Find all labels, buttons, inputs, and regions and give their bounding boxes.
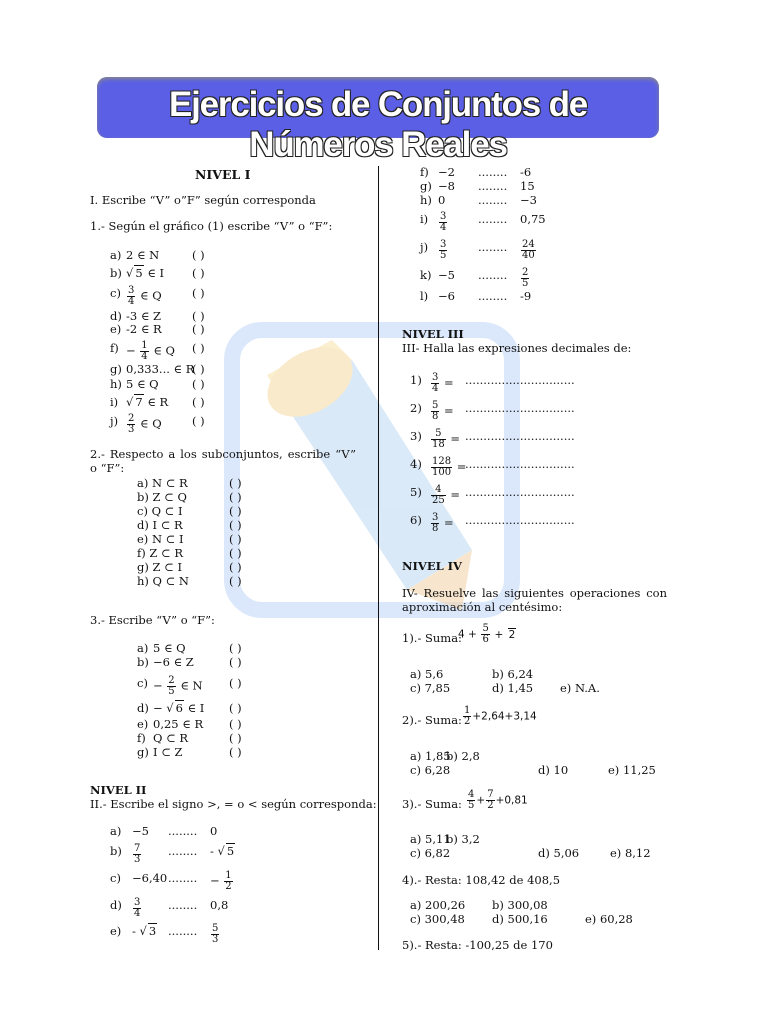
nivel2-intro: II.- Escribe el signo >, = o < según corresponda: bbox=[90, 797, 377, 811]
option: b) 3,2 bbox=[446, 832, 480, 846]
nivel3-item-label: 2) bbox=[410, 401, 422, 415]
column-divider bbox=[378, 166, 379, 950]
option: a) 5,11 bbox=[410, 832, 451, 846]
nivel2-right-value: 15 bbox=[520, 179, 535, 193]
nivel3-dots: .............................. bbox=[465, 513, 575, 527]
q3-item-expression: −6 ∈ Z bbox=[153, 655, 194, 669]
q3-item-expression: I ⊂ Z bbox=[153, 745, 183, 759]
p5-label: 5).- Resta: -100,25 de 170 bbox=[402, 938, 553, 952]
nivel4-intro: IV- Resuelve las siguientes operaciones con aproximación al centésimo: bbox=[402, 586, 667, 614]
nivel2-item-label: g) bbox=[420, 179, 432, 193]
q3-item-label: d) bbox=[137, 701, 149, 715]
nivel2-left-value: 0 bbox=[438, 193, 446, 207]
p1-label: 1).- Suma: bbox=[402, 631, 462, 645]
nivel2-item-label: c) bbox=[110, 871, 121, 885]
q1-answer-blank: ( ) bbox=[192, 266, 205, 280]
q1-answer-blank: ( ) bbox=[192, 309, 205, 323]
option: d) 1,45 bbox=[492, 681, 534, 695]
q3-answer-blank: ( ) bbox=[229, 745, 242, 759]
nivel2-right-value: − $\frac{1}{2}$ bbox=[210, 870, 232, 892]
q3-item-label: b) bbox=[137, 655, 149, 669]
option: b) 6,24 bbox=[492, 667, 534, 681]
q2-answer-blank: ( ) bbox=[229, 476, 242, 490]
q1-item-expression: 2 ∈ N bbox=[126, 248, 160, 262]
nivel2-dots: ........ bbox=[478, 289, 508, 303]
q1-item-label: g) bbox=[110, 362, 122, 376]
nivel2-dots: ........ bbox=[168, 871, 198, 885]
nivel2-item-label: a) bbox=[110, 824, 122, 838]
q3-answer-blank: ( ) bbox=[229, 676, 242, 690]
nivel2-right-value: -9 bbox=[520, 289, 532, 303]
q1-answer-blank: ( ) bbox=[192, 248, 205, 262]
q3-item-label: a) bbox=[137, 641, 149, 655]
q2-answer-blank: ( ) bbox=[229, 504, 242, 518]
nivel2-item-label: b) bbox=[110, 844, 122, 858]
nivel2-dots: ........ bbox=[478, 179, 508, 193]
q3-answer-blank: ( ) bbox=[229, 731, 242, 745]
q2-item-expression: f) Z ⊂ R bbox=[137, 546, 183, 560]
p2-label: 2).- Suma: bbox=[402, 713, 462, 727]
q2-item-expression: b) Z ⊂ Q bbox=[137, 490, 187, 504]
nivel3-fraction: $\frac{3}{4}$ = bbox=[432, 372, 454, 394]
nivel3-fraction: $\frac{128}{100}$ = bbox=[432, 456, 467, 478]
nivel2-left-value: −5 bbox=[438, 268, 455, 282]
q2-item-expression: c) Q ⊂ I bbox=[137, 504, 183, 518]
q1-item-expression: -2 ∈ R bbox=[126, 322, 162, 336]
option: c) 300,48 bbox=[410, 912, 465, 926]
nivel2-dots: ........ bbox=[478, 212, 508, 226]
nivel2-right-value: 0 bbox=[210, 824, 218, 838]
option: d) 500,16 bbox=[492, 912, 548, 926]
nivel2-left-value: - √ 3 bbox=[132, 924, 157, 938]
nivel2-item-label: f) bbox=[420, 165, 429, 179]
nivel4-heading: NIVEL IV bbox=[402, 559, 462, 573]
nivel2-dots: ........ bbox=[478, 165, 508, 179]
nivel3-heading: NIVEL III bbox=[402, 327, 464, 341]
q2-answer-blank: ( ) bbox=[229, 574, 242, 588]
nivel3-item-label: 3) bbox=[410, 429, 422, 443]
q2-item-expression: g) Z ⊂ I bbox=[137, 560, 182, 574]
q1-answer-blank: ( ) bbox=[192, 377, 205, 391]
q1-item-expression: $\frac{3}{4}$ ∈ Q bbox=[128, 285, 162, 307]
option: e) 11,25 bbox=[608, 763, 656, 777]
nivel3-fraction: $\frac{5}{8}$ = bbox=[432, 400, 454, 422]
q3-item-label: c) bbox=[137, 676, 148, 690]
q2-statement: 2.- Respecto a los subconjuntos, escribe “V” o “F”: bbox=[90, 447, 356, 475]
nivel3-fraction: $\frac{3}{8}$ = bbox=[432, 512, 454, 534]
q1-item-label: c) bbox=[110, 286, 121, 300]
q1-item-label: i) bbox=[110, 395, 119, 409]
q1-item-label: h) bbox=[110, 377, 122, 391]
q2-answer-blank: ( ) bbox=[229, 532, 242, 546]
q2-answer-blank: ( ) bbox=[229, 490, 242, 504]
nivel2-heading: NIVEL II bbox=[90, 783, 147, 797]
nivel3-dots: .............................. bbox=[465, 373, 575, 387]
option: a) 200,26 bbox=[410, 898, 466, 912]
q2-answer-blank: ( ) bbox=[229, 546, 242, 560]
q2-item-expression: e) N ⊂ I bbox=[137, 532, 184, 546]
option: a) 5,6 bbox=[410, 667, 444, 681]
nivel3-fraction: $\frac{4}{25}$ = bbox=[432, 484, 461, 506]
nivel2-right-value: $\frac{2}{5}$ bbox=[522, 267, 529, 289]
q2-item-expression: a) N ⊂ R bbox=[137, 476, 188, 490]
q3-item-label: e) bbox=[137, 717, 149, 731]
nivel3-dots: .............................. bbox=[465, 485, 575, 499]
q1-answer-blank: ( ) bbox=[192, 395, 205, 409]
nivel2-item-label: e) bbox=[110, 924, 122, 938]
nivel2-item-label: j) bbox=[420, 240, 429, 254]
q3-statement: 3.- Escribe “V” o “F”: bbox=[90, 613, 215, 627]
q1-item-label: b) bbox=[110, 266, 122, 280]
nivel2-left-value: $\frac{3}{4}$ bbox=[440, 211, 447, 233]
nivel2-left-value: −2 bbox=[438, 165, 455, 179]
nivel1-intro: I. Escribe “V” o”F” según corresponda bbox=[90, 193, 316, 207]
q1-answer-blank: ( ) bbox=[192, 322, 205, 336]
page-title: Ejercicios de Conjuntos de Números Reales bbox=[168, 85, 588, 164]
q2-item-expression: d) I ⊂ R bbox=[137, 518, 183, 532]
q2-item-expression: h) Q ⊂ N bbox=[137, 574, 189, 588]
q3-item-expression: 5 ∈ Q bbox=[153, 641, 186, 655]
q2-answer-blank: ( ) bbox=[229, 560, 242, 574]
nivel1-heading: NIVEL I bbox=[195, 167, 251, 182]
option: e) N.A. bbox=[560, 681, 600, 695]
nivel2-dots: ........ bbox=[478, 240, 508, 254]
q3-answer-blank: ( ) bbox=[229, 641, 242, 655]
q3-answer-blank: ( ) bbox=[229, 701, 242, 715]
nivel2-dots: ........ bbox=[168, 844, 198, 858]
q1-item-label: a) bbox=[110, 248, 122, 262]
q3-item-expression: − √ 6 ∈ I bbox=[153, 701, 205, 715]
q1-item-expression: -3 ∈ Z bbox=[126, 309, 162, 323]
q1-item-expression: 5 ∈ Q bbox=[126, 377, 159, 391]
q3-answer-blank: ( ) bbox=[229, 655, 242, 669]
nivel2-item-label: d) bbox=[110, 898, 122, 912]
nivel2-right-value: -6 bbox=[520, 165, 532, 179]
q1-answer-blank: ( ) bbox=[192, 341, 205, 355]
q3-item-expression: − $\frac{2}{5}$ ∈ N bbox=[153, 675, 203, 697]
option: c) 7,85 bbox=[410, 681, 451, 695]
nivel2-left-value: $\frac{7}{3}$ bbox=[134, 843, 141, 865]
nivel3-dots: .............................. bbox=[465, 457, 575, 471]
q1-answer-blank: ( ) bbox=[192, 414, 205, 428]
option: e) 60,28 bbox=[585, 912, 633, 926]
nivel3-dots: .............................. bbox=[465, 429, 575, 443]
option: b) 300,08 bbox=[492, 898, 548, 912]
option: b) 2,8 bbox=[446, 749, 480, 763]
title-banner bbox=[97, 77, 659, 164]
option: c) 6,82 bbox=[410, 846, 451, 860]
option: c) 6,28 bbox=[410, 763, 451, 777]
q3-item-expression: Q ⊂ R bbox=[153, 731, 189, 745]
nivel3-item-label: 4) bbox=[410, 457, 422, 471]
q1-statement: 1.- Según el gráfico (1) escribe “V” o “F”: bbox=[90, 219, 333, 233]
nivel3-item-label: 1) bbox=[410, 373, 422, 387]
option: a) 1,85 bbox=[410, 749, 451, 763]
nivel3-item-label: 6) bbox=[410, 513, 422, 527]
nivel2-dots: ........ bbox=[478, 193, 508, 207]
nivel2-left-value: $\frac{3}{4}$ bbox=[134, 897, 141, 919]
q1-item-expression: $\frac{2}{3}$ ∈ Q bbox=[128, 413, 162, 435]
nivel2-item-label: l) bbox=[420, 289, 429, 303]
nivel2-item-label: k) bbox=[420, 268, 432, 282]
q2-answer-blank: ( ) bbox=[229, 518, 242, 532]
q1-answer-blank: ( ) bbox=[192, 286, 205, 300]
q3-item-label: g) bbox=[137, 745, 149, 759]
nivel3-item-label: 5) bbox=[410, 485, 422, 499]
nivel2-dots: ........ bbox=[168, 824, 198, 838]
q1-answer-blank: ( ) bbox=[192, 362, 205, 376]
q1-item-label: d) bbox=[110, 309, 122, 323]
nivel2-right-value: $\frac{5}{3}$ bbox=[212, 923, 219, 945]
p1-expression: 4 + $\frac{5}{6}$ + 2 bbox=[458, 623, 516, 645]
nivel2-item-label: h) bbox=[420, 193, 432, 207]
nivel2-left-value: −6,40 bbox=[132, 871, 168, 885]
nivel2-right-value: −3 bbox=[520, 193, 537, 207]
q3-answer-blank: ( ) bbox=[229, 717, 242, 731]
nivel3-dots: .............................. bbox=[465, 401, 575, 415]
nivel2-left-value: −6 bbox=[438, 289, 455, 303]
q1-item-expression: − $\frac{1}{4}$ ∈ Q bbox=[126, 340, 175, 362]
p3-expression: $\frac{4}{5}$ + $\frac{7}{2}$ +0,81 bbox=[468, 789, 528, 811]
p4-label: 4).- Resta: 108,42 de 408,5 bbox=[402, 873, 561, 887]
q1-item-expression: √ 7 ∈ R bbox=[126, 395, 169, 409]
q1-item-expression: √ 5 ∈ I bbox=[126, 266, 165, 280]
q3-item-label: f) bbox=[137, 731, 146, 745]
p3-label: 3).- Suma: bbox=[402, 797, 462, 811]
nivel2-item-label: i) bbox=[420, 212, 429, 226]
nivel2-left-value: −5 bbox=[132, 824, 149, 838]
option: d) 10 bbox=[538, 763, 569, 777]
nivel2-left-value: $\frac{3}{5}$ bbox=[440, 239, 447, 261]
nivel2-right-value: $\frac{24}{40}$ bbox=[522, 239, 535, 261]
option: d) 5,06 bbox=[538, 846, 580, 860]
q1-item-label: e) bbox=[110, 322, 122, 336]
q1-item-expression: 0,333... ∈ R bbox=[126, 362, 195, 376]
nivel2-left-value: −8 bbox=[438, 179, 455, 193]
nivel3-intro: III- Halla las expresiones decimales de: bbox=[402, 341, 632, 355]
q3-item-expression: 0,25 ∈ R bbox=[153, 717, 204, 731]
nivel2-right-value: 0,75 bbox=[520, 212, 546, 226]
nivel2-dots: ........ bbox=[478, 268, 508, 282]
option: e) 8,12 bbox=[610, 846, 651, 860]
q1-item-label: f) bbox=[110, 341, 119, 355]
nivel2-right-value: 0,8 bbox=[210, 898, 229, 912]
nivel2-right-value: - √ 5 bbox=[210, 844, 235, 858]
nivel2-dots: ........ bbox=[168, 898, 198, 912]
nivel3-fraction: $\frac{5}{18}$ = bbox=[432, 428, 461, 450]
nivel2-dots: ........ bbox=[168, 924, 198, 938]
q1-item-label: j) bbox=[110, 414, 119, 428]
p2-expression: $\frac{1}{2}$ +2,64+3,14 bbox=[464, 705, 537, 727]
